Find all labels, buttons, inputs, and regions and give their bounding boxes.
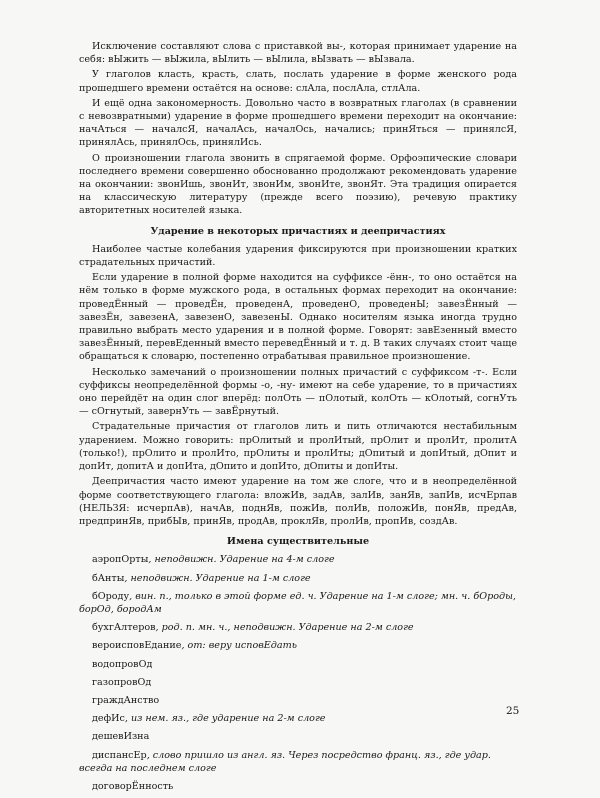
entry-word: граждАнство [92,694,160,706]
paragraph-2: У глаголов класть, красть, слать, послать ударение в форме женского рода прошедшего времени остаётся на основе: слАла, послАла, стлАла. [79,69,517,94]
noun-entry [79,749,517,775]
entry-note: , от: веру исповЕдать [181,640,297,652]
page-number: 25 [506,705,520,717]
noun-entry [79,780,517,793]
entry-note: , вин. п., только в этой форме ед. ч. Ударение на 1-м слоге; мн. ч. бОроды, борОд, бородАм [79,590,516,615]
entry-word: дешевИзна [92,731,150,743]
entry-word: вероисповЕдание [92,640,182,652]
section-heading-nouns: Имена существительные [226,536,370,548]
noun-entry [79,639,517,652]
participles-paragraph-2: Если ударение в полной форме находится на суффиксе -ённ-, то оно остаётся на нём только в форме мужского рода, в остальных формах переходит на окончание: проведЁнный — проведЁн, проведенА, проведенО, проведенЫ; завезЁнный — завезЁн, завезенА, завезенО, завезенЫ. Однако носителям языка иногда трудно правильно выбрать место ударения и в полной форме. Говорят: завЕзенный вместо завезЁнный, перевЕденный вместо переведЁнный и т. д. В таких случаях стоит чаще обращаться к словарю, постепенно отрабатывая правильное произношение. [79,272,517,363]
entry-word: бОроду [92,590,130,602]
entry-word: бАнты [92,572,125,584]
participles-paragraph-4: Страдательные причастия от глаголов лить и пить отличаются нестабильным ударением. Можно говорить: прОлитый и пролИтый, прОлит и пролИт, пролитА (только!), прОлито и пролИто, прОлиты и пролИты; дОпитый и допИтый, дОпит и допИт, допитА и допИта, дОпито и допИто, дОпиты и допИты. [79,421,517,473]
noun-entry [79,694,517,707]
noun-entry [79,712,517,725]
noun-entry [79,572,517,585]
entry-note: , род. п. мн. ч., неподвижн. Ударение на 2-м слоге [155,622,414,634]
paragraph-4: О произношении глагола звонить в спрягаемой форме. Орфоэпические словари последнего времени совершенно обоснованно продолжают рекомендовать ударение на окончании: звонИшь, звонИт, звонИм, звонИте, звонЯт. Эта традиция опирается на классическую литературу (прежде всего поэзию), речевую практику авторитетных носителей языка. [79,152,517,217]
section-heading-participles: Ударение в некоторых причастиях и деепричастиях [150,225,446,237]
participles-paragraph-1: Наиболее частые колебания ударения фиксируются при произношении кратких страдательных причастий. [79,243,517,269]
noun-entry [79,658,517,671]
entry-word: диспансЕр [92,749,147,761]
entry-word: газопровОд [92,676,152,688]
entry-word: договорЁнность [92,780,174,792]
noun-entry [79,730,517,743]
entry-word: дефИс [92,713,125,725]
noun-entries-list [79,553,520,793]
participles-paragraph-5: Деепричастия часто имеют ударение на том же слоге, что и в неопределённой форме соответствующего глагола: вложИв, задАв, залИв, занЯв, запИв, исчЕрпав (НЕЛЬЗЯ: исчерпАв), начАв, поднЯв, пожИв, полИв, положИв, понЯв, предАв, предпринЯв, прибЫв, принЯв, продАв, проклЯв, пролИв, пропИв, создАв. [79,476,517,527]
entry-note: , неподвижн. Ударение на 1-м слоге [124,572,311,584]
noun-entry [79,621,517,634]
noun-entry [79,590,517,616]
entry-note: , неподвижн. Ударение на 4-м слоге [148,554,335,566]
entry-word: бухгАлтеров [92,622,156,634]
paragraph-3: И ещё одна закономерность. Довольно часто в возвратных глаголах (в сравнении с невозвратными) ударение в форме прошедшего времени переходит на окончание: начАться — началсЯ, началАсь, началОсь, начались; принЯться — принялсЯ, принялАсь, принялОсь, принялИсь. [79,97,517,149]
entry-word: водопровОд [92,658,153,670]
entry-note: , слово пришло из англ. яз. Через посредство франц. яз., где удар. всегда на последнем слоге [79,749,491,774]
entry-word: аэропОрты [92,554,149,566]
participles-paragraph-3: Несколько замечаний о произношении полных причастий с суффиксом -т-. Если суффиксы неопределённой формы -о, -ну- имеют на себе ударение, то в причастиях оно перейдёт на один слог вперёд: полОть — пОлотый, колОть — кОлотый, согнУть — сОгнутый, завернУть — завЁрнутый. [79,366,517,418]
page-content [79,40,520,798]
paragraph-1: Исключение составляют слова с приставкой вы-, которая принимает ударение на себя: вЫжить — вЫжила, вЫлить — вЫлила, вЫзвать — вЫзвала. [79,41,517,66]
noun-entry [79,553,517,566]
entry-note: , из нем. яз., где ударение на 2-м слоге [124,713,326,725]
noun-entry [79,676,517,689]
